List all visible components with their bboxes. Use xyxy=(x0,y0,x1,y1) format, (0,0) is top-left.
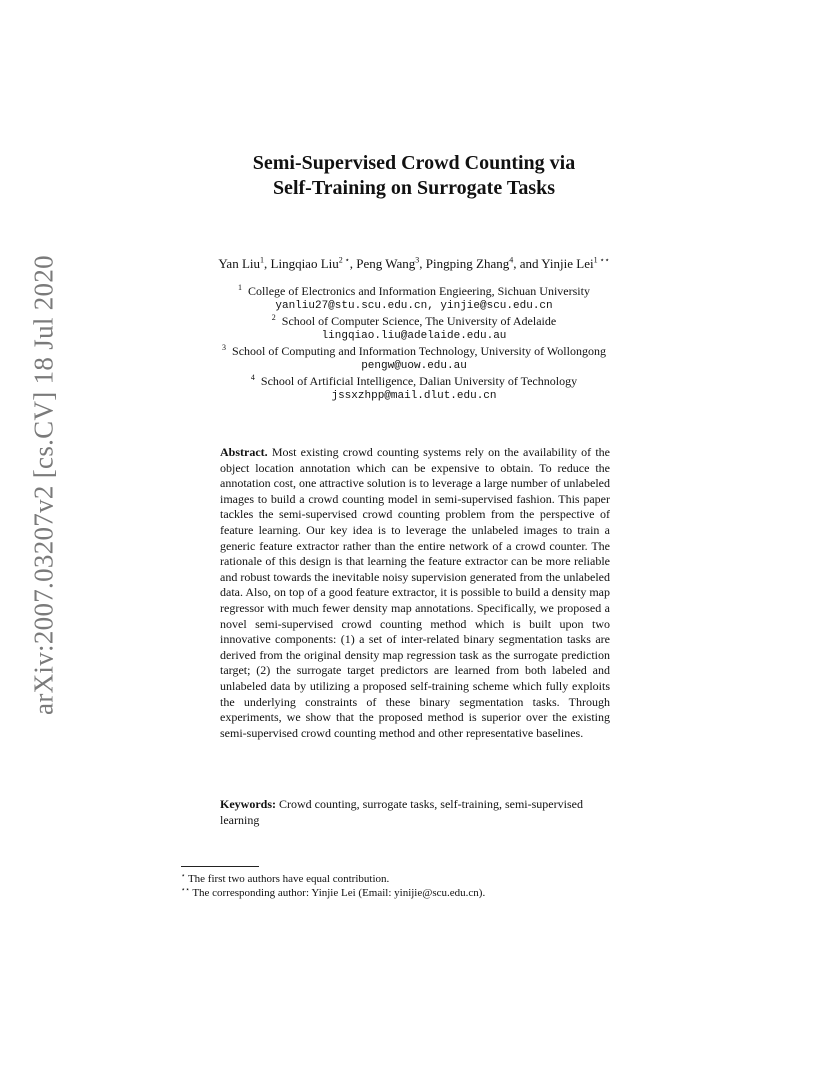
affiliation-text: School of Artificial Intelligence, Dalian University of Technology xyxy=(260,374,578,388)
affiliation xyxy=(0,284,828,299)
affiliation-list xyxy=(0,284,828,404)
keywords-label: Keywords: xyxy=(220,797,276,811)
footnote xyxy=(181,872,485,886)
author-name: Yinjie Lei xyxy=(541,256,594,271)
author-name: Peng Wang xyxy=(356,256,416,271)
footnote-mark: ⋆⋆ xyxy=(181,885,190,894)
paper-title xyxy=(0,151,828,201)
author-affiliation-mark: 4 xyxy=(509,255,514,265)
affiliation-number: 4 xyxy=(250,373,255,382)
author-name: Pingping Zhang xyxy=(425,256,510,271)
title-line-1: Semi-Supervised Crowd Counting via xyxy=(252,152,576,174)
footnote-text: The corresponding author: Yinjie Lei (Email: yinijie@scu.edu.cn). xyxy=(192,887,486,899)
affiliation-email: jssxzhpp@mail.dlut.edu.cn xyxy=(331,390,497,402)
title-line-2: Self-Training on Surrogate Tasks xyxy=(272,177,556,199)
affiliation-email: lingqiao.liu@adelaide.edu.au xyxy=(321,330,507,342)
affiliation xyxy=(0,374,828,389)
author-separator: , xyxy=(264,256,271,271)
affiliation-number: 3 xyxy=(222,343,227,352)
author-list xyxy=(0,256,828,272)
affiliation-email: pengw@uow.edu.au xyxy=(361,360,467,372)
affiliation-number: 2 xyxy=(271,313,276,322)
author-name: Lingqiao Liu xyxy=(270,256,339,271)
affiliation-email: yanliu27@stu.scu.edu.cn, yinjie@scu.edu.cn xyxy=(275,300,553,312)
affiliation-text: College of Electronics and Information Engieering, Sichuan University xyxy=(248,284,590,298)
footnote-divider xyxy=(181,866,259,867)
affiliation xyxy=(0,344,828,359)
abstract-label: Abstract. xyxy=(220,445,268,459)
footnotes xyxy=(181,872,485,900)
arxiv-identifier-stamp: arXiv:2007.03207v2 [cs.CV] 18 Jul 2020 xyxy=(28,255,59,715)
affiliation xyxy=(0,314,828,329)
author-separator: , xyxy=(349,256,357,271)
author-affiliation-mark: 2 ⋆ xyxy=(338,255,350,265)
author-separator: , and xyxy=(513,256,542,271)
author-affiliation-mark: 3 xyxy=(415,255,420,265)
author-name: Yan Liu xyxy=(218,256,261,271)
affiliation-text: School of Computing and Information Technology, University of Wollongong xyxy=(232,344,606,358)
affiliation-number: 1 xyxy=(238,283,243,292)
abstract-text: Most existing crowd counting systems rely on the availability of the object location annotation which can be expensive to obtain. To reduce the annotation cost, one attractive solution is to leverage a large number of unlabeled images to build a crowd counting model in semi-supervised fashion. This paper tackles the semi-supervised crowd counting problem from the perspective of feature learning. Our key idea is to leverage the unlabeled images to train a generic feature extractor rather than the entire network of a crowd counter. The rationale of this design is that learning the feature extractor can be more reliable and robust towards the inevitable noisy supervision generated from the unlabeled data. Also, on top of a good feature extractor, it is possible to build a density map regressor with much fewer density map annotations. Specifically, we proposed a novel semi-supervised crowd counting method which is built upon two innovative components: (1) a set of inter-related binary segmentation tasks are derived from the original density map regression task as the surrogate prediction target; (2) the surrogate target predictors are learned from both labeled and unlabeled data by utilizing a proposed self-training scheme which fully exploits the underlying constraints of these binary segmentation tasks. Through experiments, we show that the proposed method is superior over the existing semi-supervised crowd counting method and other representative baselines. xyxy=(220,445,610,740)
author-separator: , xyxy=(419,256,426,271)
keywords xyxy=(220,797,610,828)
author-affiliation-mark: 1 ⋆⋆ xyxy=(593,255,610,265)
abstract xyxy=(220,445,610,741)
footnote-mark: ⋆ xyxy=(181,871,186,880)
footnote-text: The first two authors have equal contribution. xyxy=(187,873,390,885)
author-affiliation-mark: 1 xyxy=(260,255,265,265)
affiliation-text: School of Computer Science, The University of Adelaide xyxy=(281,314,557,328)
footnote xyxy=(181,886,485,900)
keywords-text: Crowd counting, surrogate tasks, self-training, semi-supervised learning xyxy=(220,797,583,827)
